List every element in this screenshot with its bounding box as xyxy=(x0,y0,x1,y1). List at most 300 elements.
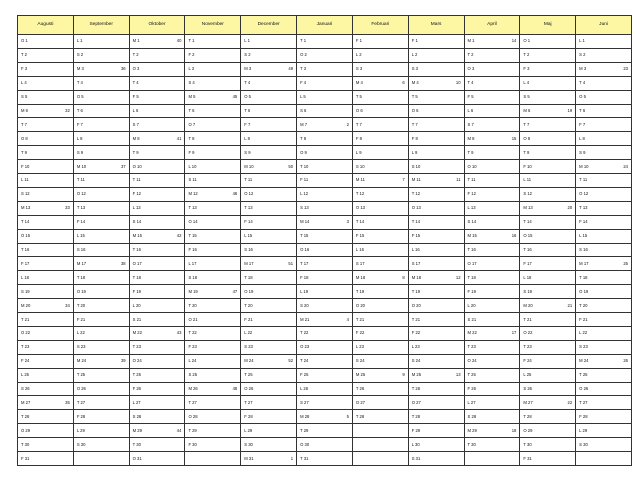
day-label: T 23 xyxy=(21,344,30,350)
day-cell xyxy=(409,91,465,105)
day-label: S 10 xyxy=(411,163,421,169)
day-cell xyxy=(297,383,353,397)
day-cell xyxy=(353,299,409,313)
week-number: 4 xyxy=(346,316,349,322)
day-cell xyxy=(576,132,632,146)
day-label: T 27 xyxy=(244,399,253,405)
day-label: F 24 xyxy=(21,358,30,364)
day-label: O 17 xyxy=(467,260,477,266)
day-label: S 13 xyxy=(300,205,309,211)
day-cell xyxy=(241,424,297,438)
day-label: M 3 xyxy=(244,66,252,72)
day-label: S 19 xyxy=(21,288,30,294)
day-cell xyxy=(130,132,186,146)
day-label: F 21 xyxy=(579,316,588,322)
day-cell xyxy=(297,202,353,216)
week-number: 8 xyxy=(402,274,405,280)
empty-cell xyxy=(576,452,632,466)
month-header: Oktober xyxy=(130,16,186,35)
day-cell xyxy=(353,257,409,271)
day-label: L 3 xyxy=(188,66,195,72)
day-label: F 7 xyxy=(244,121,251,127)
day-cell xyxy=(241,132,297,146)
day-label: L 29 xyxy=(244,427,253,433)
day-cell xyxy=(74,285,130,299)
day-cell xyxy=(241,118,297,132)
day-label: O 24 xyxy=(132,358,142,364)
day-label: S 4 xyxy=(188,80,195,86)
day-cell xyxy=(465,244,521,258)
day-cell xyxy=(576,424,632,438)
day-cell xyxy=(576,174,632,188)
day-cell xyxy=(130,327,186,341)
day-label: L 22 xyxy=(76,330,85,336)
day-cell xyxy=(520,244,576,258)
day-cell xyxy=(185,424,241,438)
day-label: T 28 xyxy=(411,413,421,419)
day-cell xyxy=(409,271,465,285)
day-cell xyxy=(353,327,409,341)
day-label: O 14 xyxy=(188,219,198,225)
day-label: O 9 xyxy=(300,149,307,155)
day-label: T 5 xyxy=(355,93,362,99)
day-label: T 9 xyxy=(467,149,474,155)
day-cell xyxy=(576,230,632,244)
day-label: S 24 xyxy=(411,358,421,364)
day-label: F 17 xyxy=(523,260,532,266)
day-cell xyxy=(130,230,186,244)
day-cell xyxy=(576,105,632,119)
day-cell xyxy=(130,77,186,91)
day-label: F 3 xyxy=(21,66,28,72)
day-label: O 6 xyxy=(411,107,419,113)
day-label: O 5 xyxy=(244,93,252,99)
day-label: T 16 xyxy=(21,246,30,252)
day-label: T 18 xyxy=(467,274,476,280)
day-cell xyxy=(465,424,521,438)
day-cell xyxy=(130,341,186,355)
day-label: O 24 xyxy=(467,358,477,364)
day-label: S 2 xyxy=(76,52,84,58)
day-cell xyxy=(74,118,130,132)
day-label: L 18 xyxy=(523,274,532,280)
day-label: O 12 xyxy=(244,191,254,197)
day-label: T 30 xyxy=(132,441,141,447)
day-label: O 10 xyxy=(132,163,142,169)
day-cell xyxy=(409,160,465,174)
day-cell xyxy=(74,396,130,410)
day-cell xyxy=(576,91,632,105)
day-label: S 9 xyxy=(76,149,84,155)
day-cell xyxy=(576,216,632,230)
day-label: L 9 xyxy=(355,149,362,155)
day-label: M 3 xyxy=(76,66,84,72)
day-label: F 2 xyxy=(188,52,195,58)
day-label: T 27 xyxy=(188,399,197,405)
day-label: M 29 xyxy=(132,427,142,433)
month-header: April xyxy=(465,16,521,35)
day-cell xyxy=(520,438,576,452)
day-cell xyxy=(409,244,465,258)
day-label: M 27 xyxy=(21,399,31,405)
day-cell xyxy=(74,424,130,438)
day-cell xyxy=(353,369,409,383)
day-label: T 2 xyxy=(132,52,139,58)
day-label: O 16 xyxy=(300,246,310,252)
day-cell xyxy=(241,383,297,397)
day-label: F 16 xyxy=(188,246,197,252)
day-label: T 20 xyxy=(579,302,588,308)
week-number: 16 xyxy=(511,232,517,238)
week-number: 24 xyxy=(623,163,628,169)
day-cell xyxy=(18,452,74,466)
day-cell xyxy=(353,188,409,202)
day-cell xyxy=(74,383,130,397)
day-cell xyxy=(465,35,521,49)
day-label: L 16 xyxy=(411,246,420,252)
week-number: 5 xyxy=(346,413,349,419)
day-cell xyxy=(520,230,576,244)
day-label: F 15 xyxy=(411,232,421,238)
day-cell xyxy=(18,327,74,341)
day-cell xyxy=(185,77,241,91)
day-cell xyxy=(520,35,576,49)
day-cell xyxy=(185,105,241,119)
day-label: M 13 xyxy=(523,205,533,211)
day-cell xyxy=(465,355,521,369)
day-cell xyxy=(130,438,186,452)
week-number: 7 xyxy=(402,177,405,183)
day-cell xyxy=(465,174,521,188)
day-label: T 2 xyxy=(523,52,530,58)
day-cell xyxy=(241,313,297,327)
month-header: Januari xyxy=(297,16,353,35)
day-cell xyxy=(18,35,74,49)
day-label: T 6 xyxy=(244,107,251,113)
day-label: M 24 xyxy=(244,358,254,364)
empty-cell xyxy=(465,452,521,466)
day-cell xyxy=(297,77,353,91)
day-label: L 2 xyxy=(411,52,418,58)
day-label: S 30 xyxy=(579,441,588,447)
day-cell xyxy=(409,132,465,146)
day-cell xyxy=(297,105,353,119)
day-label: F 25 xyxy=(300,372,309,378)
day-label: T 29 xyxy=(188,427,197,433)
day-cell xyxy=(576,257,632,271)
day-label: O 20 xyxy=(411,302,421,308)
day-label: S 10 xyxy=(355,163,365,169)
week-number: 13 xyxy=(455,372,461,378)
day-label: M 20 xyxy=(523,302,533,308)
day-cell xyxy=(576,438,632,452)
day-cell xyxy=(185,383,241,397)
week-number: 38 xyxy=(120,260,126,266)
day-label: M 10 xyxy=(579,163,589,169)
day-label: L 13 xyxy=(467,205,476,211)
day-label: T 18 xyxy=(76,274,86,280)
day-label: T 22 xyxy=(300,330,309,336)
day-cell xyxy=(465,383,521,397)
day-label: S 28 xyxy=(467,413,477,419)
week-number: 26 xyxy=(623,358,628,364)
day-label: T 19 xyxy=(355,288,365,294)
week-number: 17 xyxy=(511,330,517,336)
day-cell xyxy=(520,355,576,369)
day-label: M 20 xyxy=(21,302,31,308)
week-number: 22 xyxy=(567,399,573,405)
day-cell xyxy=(409,355,465,369)
day-cell xyxy=(18,438,74,452)
day-label: F 7 xyxy=(579,121,586,127)
day-cell xyxy=(297,174,353,188)
day-label: T 3 xyxy=(300,66,307,72)
day-cell xyxy=(297,424,353,438)
week-number: 37 xyxy=(120,163,126,169)
day-label: L 12 xyxy=(300,191,309,197)
day-label: S 11 xyxy=(188,177,197,183)
month-header: Maj xyxy=(520,16,576,35)
day-label: T 25 xyxy=(467,372,476,378)
week-number: 2 xyxy=(346,121,349,127)
day-label: O 19 xyxy=(579,288,589,294)
day-label: S 9 xyxy=(579,149,586,155)
week-number: 41 xyxy=(176,135,182,141)
day-cell xyxy=(185,244,241,258)
day-cell xyxy=(297,230,353,244)
day-cell xyxy=(465,49,521,63)
day-label: L 2 xyxy=(355,52,362,58)
day-cell xyxy=(465,285,521,299)
day-label: O 15 xyxy=(21,232,31,238)
day-label: O 13 xyxy=(411,205,421,211)
day-label: S 30 xyxy=(244,441,253,447)
day-label: T 28 xyxy=(523,413,532,419)
day-label: T 22 xyxy=(188,330,197,336)
day-label: O 29 xyxy=(523,427,533,433)
day-cell xyxy=(18,383,74,397)
day-cell xyxy=(409,327,465,341)
day-cell xyxy=(18,132,74,146)
week-number: 19 xyxy=(567,107,573,113)
day-cell xyxy=(18,63,74,77)
day-label: L 1 xyxy=(244,38,250,44)
day-label: O 5 xyxy=(76,93,84,99)
day-cell xyxy=(130,257,186,271)
day-label: T 7 xyxy=(355,121,362,127)
day-cell xyxy=(74,257,130,271)
day-label: T 28 xyxy=(21,413,30,419)
day-cell xyxy=(409,369,465,383)
month-header: November xyxy=(185,16,241,35)
day-cell xyxy=(185,396,241,410)
day-cell xyxy=(130,383,186,397)
day-label: T 20 xyxy=(76,302,86,308)
day-cell xyxy=(185,230,241,244)
day-cell xyxy=(520,118,576,132)
week-number: 20 xyxy=(567,205,573,211)
day-cell xyxy=(297,355,353,369)
day-label: L 29 xyxy=(579,427,588,433)
day-label: M 31 xyxy=(244,455,254,461)
day-cell xyxy=(520,146,576,160)
day-label: F 30 xyxy=(188,441,197,447)
day-label: T 13 xyxy=(579,205,588,211)
day-cell xyxy=(409,313,465,327)
week-number: 33 xyxy=(65,205,70,211)
day-cell xyxy=(241,271,297,285)
day-label: L 1 xyxy=(579,38,585,44)
day-cell xyxy=(520,285,576,299)
day-label: F 31 xyxy=(523,455,532,461)
day-cell xyxy=(18,216,74,230)
day-cell xyxy=(465,105,521,119)
day-label: L 15 xyxy=(244,232,253,238)
day-label: O 1 xyxy=(523,38,531,44)
day-cell xyxy=(465,132,521,146)
day-label: F 11 xyxy=(300,177,309,183)
week-number: 43 xyxy=(176,330,182,336)
day-cell xyxy=(241,285,297,299)
day-cell xyxy=(241,49,297,63)
day-cell xyxy=(409,341,465,355)
day-label: O 23 xyxy=(300,344,310,350)
day-label: T 6 xyxy=(579,107,586,113)
day-cell xyxy=(409,35,465,49)
day-label: O 21 xyxy=(188,316,198,322)
day-cell xyxy=(297,146,353,160)
day-cell xyxy=(465,63,521,77)
day-cell xyxy=(409,216,465,230)
day-label: L 5 xyxy=(300,93,306,99)
day-label: M 24 xyxy=(579,358,589,364)
day-label: T 8 xyxy=(188,135,195,141)
day-label: L 15 xyxy=(76,232,85,238)
day-label: O 22 xyxy=(523,330,533,336)
day-label: O 26 xyxy=(76,385,86,391)
week-number: 45 xyxy=(232,93,238,99)
day-label: T 26 xyxy=(411,385,421,391)
day-label: O 27 xyxy=(411,399,421,405)
day-label: T 27 xyxy=(76,399,86,405)
day-cell xyxy=(18,91,74,105)
empty-cell xyxy=(353,438,409,452)
day-label: L 25 xyxy=(21,372,29,378)
day-label: T 20 xyxy=(244,302,253,308)
day-label: M 4 xyxy=(355,80,363,86)
day-cell xyxy=(130,63,186,77)
day-label: S 28 xyxy=(132,413,142,419)
day-cell xyxy=(185,299,241,313)
day-label: S 30 xyxy=(76,441,86,447)
day-cell xyxy=(18,299,74,313)
day-cell xyxy=(353,105,409,119)
day-label: T 30 xyxy=(523,441,532,447)
day-label: T 5 xyxy=(411,93,418,99)
day-cell xyxy=(185,146,241,160)
week-number: 9 xyxy=(402,372,405,378)
day-label: F 28 xyxy=(244,413,253,419)
day-label: F 26 xyxy=(132,385,142,391)
day-label: T 25 xyxy=(244,372,253,378)
month-header: Februari xyxy=(353,16,409,35)
week-number: 21 xyxy=(567,302,573,308)
day-label: M 1 xyxy=(132,38,140,44)
empty-cell xyxy=(74,452,130,466)
day-cell xyxy=(297,132,353,146)
day-label: T 21 xyxy=(411,316,421,322)
day-label: S 14 xyxy=(132,219,142,225)
day-cell xyxy=(185,327,241,341)
day-label: L 22 xyxy=(244,330,253,336)
day-cell xyxy=(297,410,353,424)
day-label: L 16 xyxy=(355,246,364,252)
day-label: O 26 xyxy=(579,385,589,391)
week-number: 52 xyxy=(288,358,294,364)
day-label: S 16 xyxy=(76,246,86,252)
day-label: S 27 xyxy=(300,399,309,405)
day-cell xyxy=(520,188,576,202)
day-cell xyxy=(465,313,521,327)
day-cell xyxy=(241,299,297,313)
day-label: L 8 xyxy=(579,135,585,141)
day-cell xyxy=(409,438,465,452)
day-label: T 11 xyxy=(244,177,253,183)
day-cell xyxy=(409,285,465,299)
day-label: T 13 xyxy=(76,205,86,211)
day-label: O 13 xyxy=(355,205,365,211)
day-cell xyxy=(241,410,297,424)
day-label: T 27 xyxy=(579,399,588,405)
week-number: 15 xyxy=(511,135,517,141)
week-number: 6 xyxy=(402,80,405,86)
day-label: O 3 xyxy=(467,66,475,72)
day-cell xyxy=(297,91,353,105)
day-cell xyxy=(409,452,465,466)
day-label: T 24 xyxy=(300,358,309,364)
day-label: T 4 xyxy=(579,80,586,86)
day-cell xyxy=(409,77,465,91)
day-label: S 17 xyxy=(411,260,421,266)
week-number: 32 xyxy=(65,107,70,113)
day-cell xyxy=(241,438,297,452)
day-label: T 21 xyxy=(355,316,365,322)
day-cell xyxy=(130,299,186,313)
day-label: O 20 xyxy=(355,302,365,308)
day-cell xyxy=(74,160,130,174)
year-calendar-grid xyxy=(17,15,632,466)
day-label: T 6 xyxy=(76,107,83,113)
month-header: September xyxy=(74,16,130,35)
day-cell xyxy=(74,271,130,285)
day-label: T 2 xyxy=(467,52,474,58)
day-cell xyxy=(576,410,632,424)
day-cell xyxy=(465,438,521,452)
day-cell xyxy=(74,77,130,91)
day-cell xyxy=(297,63,353,77)
day-label: L 8 xyxy=(76,135,83,141)
day-cell xyxy=(18,188,74,202)
day-label: T 25 xyxy=(132,372,141,378)
day-label: F 18 xyxy=(300,274,309,280)
day-cell xyxy=(74,188,130,202)
day-label: M 24 xyxy=(76,358,87,364)
day-label: T 26 xyxy=(355,385,365,391)
day-label: F 17 xyxy=(21,260,30,266)
week-number: 12 xyxy=(455,274,461,280)
day-cell xyxy=(18,230,74,244)
day-cell xyxy=(465,327,521,341)
